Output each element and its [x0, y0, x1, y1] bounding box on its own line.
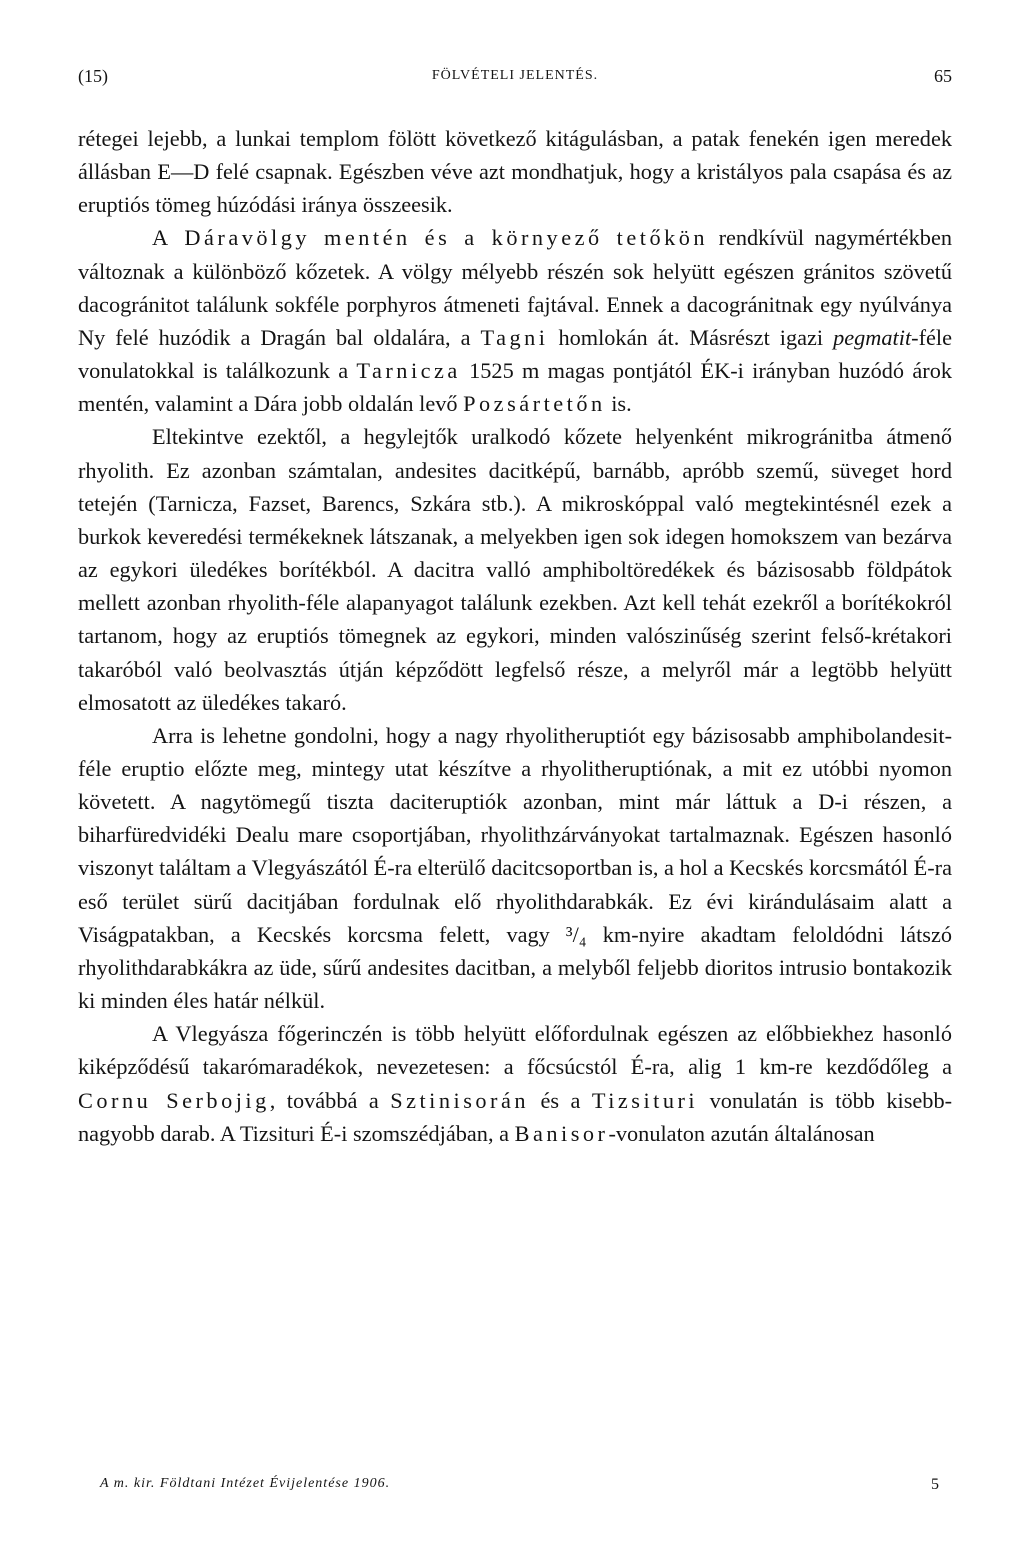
paragraph	[78, 420, 952, 718]
spaced-name: Pozsártetőn	[463, 391, 606, 417]
paragraph	[78, 719, 952, 1017]
text-run: A Vlegyásza főgerinczén is több helyütt előfordulnak egészen az előbbiekhez hasonló kiképződésű takarómaradékok, nevezetesen: a főcsúcstól É-ra, alig 1 km-re kezdődőleg a	[78, 1021, 952, 1080]
text-run: és a	[529, 1087, 592, 1113]
spaced-name: Sztinisorán	[390, 1087, 530, 1113]
paragraph	[78, 1017, 952, 1150]
spaced-name: Cornu Serbojig	[78, 1087, 270, 1113]
paragraph	[78, 221, 952, 420]
body-text	[78, 122, 952, 1150]
text-run: vonulatán is több kisebb-nagyobb darab. A Tizsituri É-i szomszédjában, a	[78, 1087, 953, 1146]
spaced-name: Tarnicza	[356, 358, 461, 384]
italic-term: pegmatit	[833, 324, 912, 350]
text-run: homlokán át. Másrészt igazi	[548, 324, 834, 350]
text-run: -vonulaton azután általánosan	[608, 1120, 875, 1146]
text-run: , továbbá a	[269, 1087, 391, 1113]
paragraph	[78, 122, 952, 221]
text-run: Eltekintve ezektől, a hegylejtők uralkodó kőzete helyenként mikrogránitba átmenő rhyolith. Ez azonban számtalan, andesites dacitképű, barnább, apróbb szemű, süveget hord tetején (Tarnicza, Fazset, Barencs, Szkára stb.). A mikroskóppal való megtekintésnél ezek a burkok keveredési termékeknek látszanak, a melyekben igen sok idegen homokszem van bezárva az egykori üledékes borítékból. A dacitra valló amphiboltöredékek és bázisosabb földpátok mellett azonban rhyolith-féle alapanyagot találunk ezekben. Azt kell tehát ezekről a borítékokról tartanom, hogy az eruptiós tömegnek az egykori, minden valószinűség szerint felső-krétakori takaróból való beolvasztás útján képződött legfelső része, a melyről már a legtöbb helyütt elmosatott az üledékes takaró.	[78, 424, 952, 715]
text-run: 1525 m magas pontjától ÉK-i irányban huzódó árok mentén, valamint a Dára jobb oldalán levő	[78, 358, 952, 417]
spaced-name: Tagni	[480, 324, 549, 350]
document-page	[78, 60, 952, 1500]
text-run: rendkívül nagymértékben változnak a különböző kőzetek. A völgy mélyebb részén sok helyütt egészen gránitos szövetű dacogránitot találunk sokféle porphyros átmeneti fajtával. Ennek a dacogránitnak egy nyúlványa Ny felé huzódik a Dragán bal oldalára, a	[78, 225, 952, 350]
page-footer	[78, 1476, 952, 1500]
text-run: is.	[605, 391, 632, 417]
text-run: rétegei lejebb, a lunkai templom fölött következő kitágulásban, a patak fenekén igen meredek állásban E—D felé csapnak. Egészben véve azt mondhatjuk, hogy a kristályos pala csapása és az eruptiós tömeg húzódási iránya összeesik.	[78, 126, 952, 218]
spaced-name: A Dáravölgy mentén és a környező tetőkön	[152, 225, 709, 251]
text-run: -féle vonulatokkal is találkozunk a	[78, 324, 952, 384]
running-title: FÖLVÉTELI JELENTÉS.	[431, 68, 599, 83]
page-number: 65	[934, 66, 952, 86]
page-header	[78, 60, 952, 100]
signature-mark: 5	[931, 1476, 940, 1493]
footer-publication: A m. kir. Földtani Intézet Évijelentése 1906.	[100, 1476, 391, 1491]
page-section-number: (15)	[78, 66, 108, 86]
text-run: Arra is lehetne gondolni, hogy a nagy rhyolitheruptiót egy bázisosabb amphibolandesit-féle eruptio előzte meg, mintegy utat készítve a rhyolitheruptiónak, a mit ez utóbbi nyomon követett. A nagytömegű tiszta daciteruptiók azonban, mint már láttuk a D-i részen, a biharfüredvidéki Dealu mare csoportjában, rhyolithzárványokat tartalmaznak. Egészen hasonló viszonyt találtam a Vlegyászától É-ra elterülő dacitcsoportban is, a hol a Kecskés korcsmától É-ra eső terület sürű dacitjában fordulnak elő rhyolithdarabkák. Ez évi kirándulásaim alatt a Viságpatakban, a Kecskés korcsma felett, vagy ³/₄ km-nyire akadtam feloldódni látszó rhyolithdarabkákra az üde, sűrű andesites dacitban, a melyből feljebb dioritos intrusio bontakozik ki minden éles határ nélkül.	[78, 722, 952, 1014]
spaced-name: Banisor	[514, 1120, 609, 1146]
spaced-name: Tizsituri	[591, 1087, 699, 1113]
